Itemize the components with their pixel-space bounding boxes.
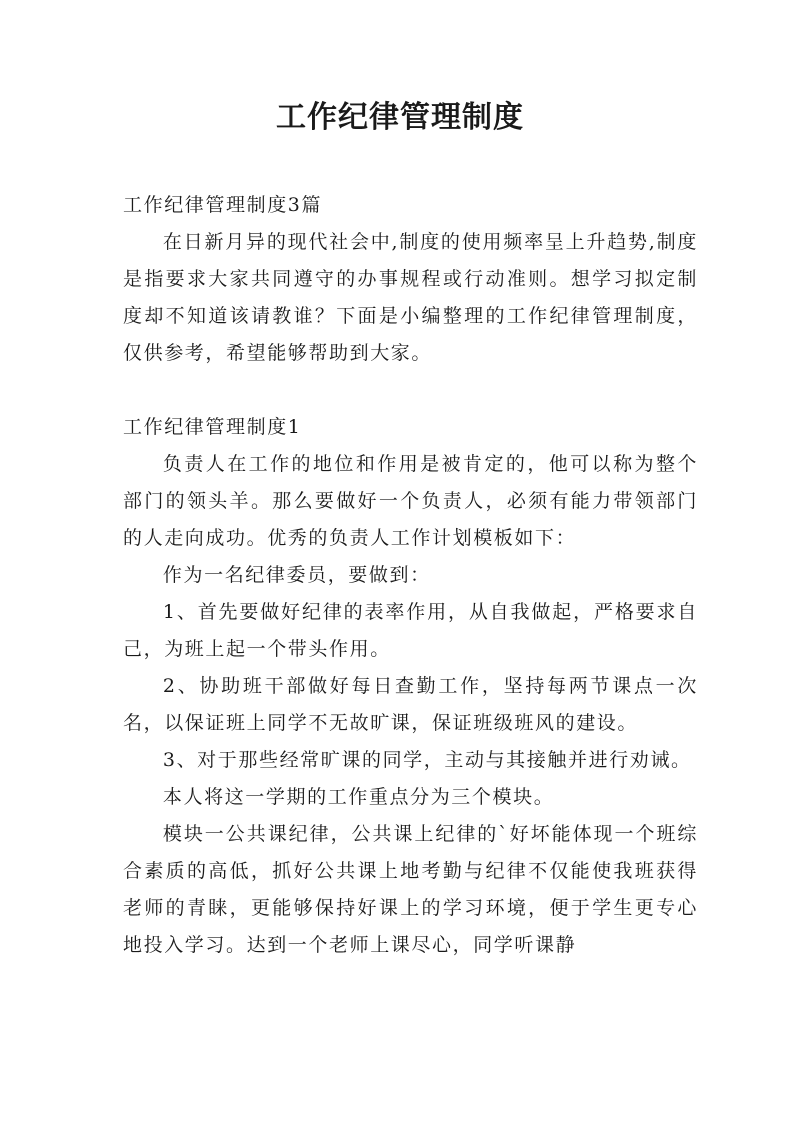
paragraph: 模块一公共课纪律，公共课上纪律的`好坏能体现一个班综合素质的高低，抓好公共课上地考勤与纪律不仅能使我班获得老师的青睐，更能够保持好课上的学习环境，便于学生更专心地投入学习。达到一个老师上课尽心，同学听课静 [123, 823, 698, 956]
paragraph: 本人将这一学期的工作重点分为三个模块。 [162, 786, 555, 808]
document-title: 工作纪律管理制度 [276, 100, 524, 135]
blank-line [123, 372, 698, 409]
document-body [123, 187, 698, 964]
paragraph: 负责人在工作的地位和作用是被肯定的，他可以称为整个部门的领头羊。那么要做好一个负责人，必须有能力带领部门的人走向成功。优秀的负责人工作计划模板如下： [123, 453, 698, 549]
subtitle: 工作纪律管理制度3篇 [123, 194, 323, 216]
intro-paragraph: 在日新月异的现代社会中,制度的使用频率呈上升趋势,制度是指要求大家共同遵守的办事规程或行动准则。想学习拟定制度却不知道该请教谁？下面是小编整理的工作纪律管理制度，仅供参考，希望能够帮助到大家。 [123, 231, 698, 364]
list-item: 2、协助班干部做好每日查勤工作，坚持每两节课点一次名，以保证班上同学不无故旷课，保证班级班风的建设。 [123, 675, 698, 734]
list-item: 1、首先要做好纪律的表率作用，从自我做起，严格要求自己，为班上起一个带头作用。 [123, 601, 698, 660]
paragraph: 作为一名纪律委员，要做到： [162, 564, 431, 586]
section-heading: 工作纪律管理制度1 [123, 416, 302, 438]
list-item: 3、对于那些经常旷课的同学，主动与其接触并进行劝诫。 [162, 749, 692, 771]
